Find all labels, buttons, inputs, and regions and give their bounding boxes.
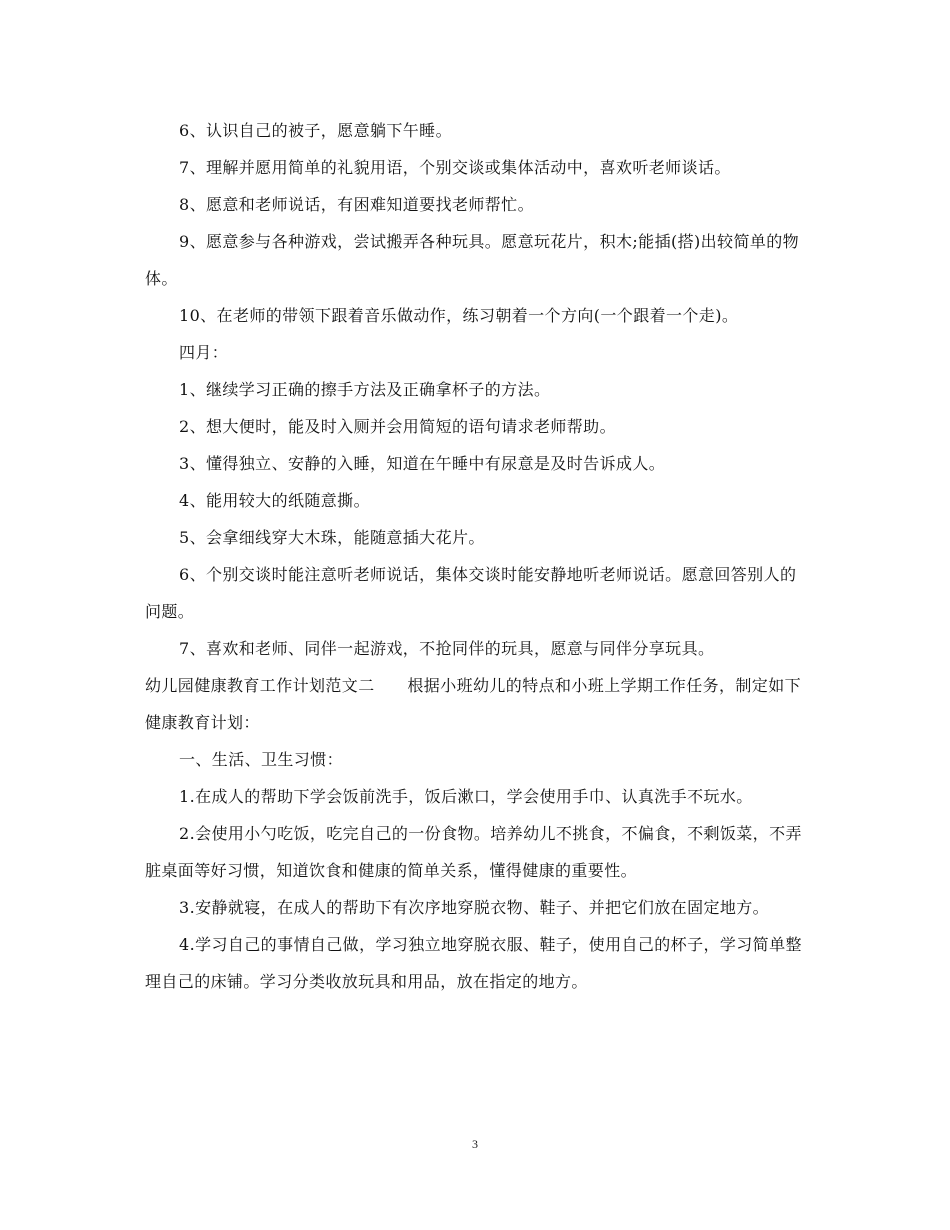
- paragraph: 4、能用较大的纸随意撕。: [179, 491, 370, 510]
- paragraph: 7、理解并愿用简单的礼貌用语，个别交谈或集体活动中，喜欢听老师谈话。: [179, 158, 731, 177]
- paragraph: 2、想大便时，能及时入厕并会用简短的语句请求老师帮助。: [179, 417, 616, 436]
- paragraph: 6、认识自己的被子，愿意躺下午睡。: [179, 121, 452, 140]
- section-heading: 一、生活、卫生习惯：: [179, 750, 344, 769]
- paragraph: 4.学习自己的事情自己做，学习独立地穿脱衣服、鞋子，使用自己的杯子，学习简单整理自己的床铺。学习分类收放玩具和用品，放在指定的地方。: [145, 935, 802, 991]
- paragraph: 1.在成人的帮助下学会饭前洗手，饭后漱口，学会使用手巾、认真洗手不玩水。: [179, 787, 753, 806]
- paragraph: 2.会使用小勺吃饭，吃完自己的一份食物。培养幼儿不挑食，不偏食，不剩饭菜，不弄脏桌面等好习惯，知道饮食和健康的简单关系，懂得健康的重要性。: [145, 824, 802, 880]
- page-number: 3: [472, 1137, 478, 1151]
- document-subtitle-paragraph: 幼儿园健康教育工作计划范文二 根据小班幼儿的特点和小班上学期工作任务，制定如下健康教育计划：: [145, 676, 802, 732]
- paragraph: 3、懂得独立、安静的入睡，知道在午睡中有尿意是及时告诉成人。: [179, 454, 666, 473]
- paragraph: 8、愿意和老师说话，有困难知道要找老师帮忙。: [179, 195, 534, 214]
- paragraph: 10、在老师的带领下跟着音乐做动作，练习朝着一个方向(一个跟着一个走)。: [179, 306, 739, 325]
- document-body: [145, 112, 805, 1000]
- paragraph: 5、会拿细线穿大木珠，能随意插大花片。: [179, 528, 485, 547]
- paragraph: 6、个别交谈时能注意听老师说话，集体交谈时能安静地听老师说话。愿意回答别人的问题。: [145, 565, 797, 621]
- section-heading: 四月：: [179, 343, 229, 362]
- paragraph: 9、愿意参与各种游戏，尝试搬弄各种玩具。愿意玩花片，积木;能插(搭)出较简单的物体。: [145, 232, 800, 288]
- paragraph: 1、继续学习正确的擦手方法及正确拿杯子的方法。: [179, 380, 551, 399]
- paragraph: 3.安静就寝，在成人的帮助下有次序地穿脱衣物、鞋子、并把它们放在固定地方。: [179, 898, 770, 917]
- paragraph: 7、喜欢和老师、同伴一起游戏，不抢同伴的玩具，愿意与同伴分享玩具。: [179, 639, 715, 658]
